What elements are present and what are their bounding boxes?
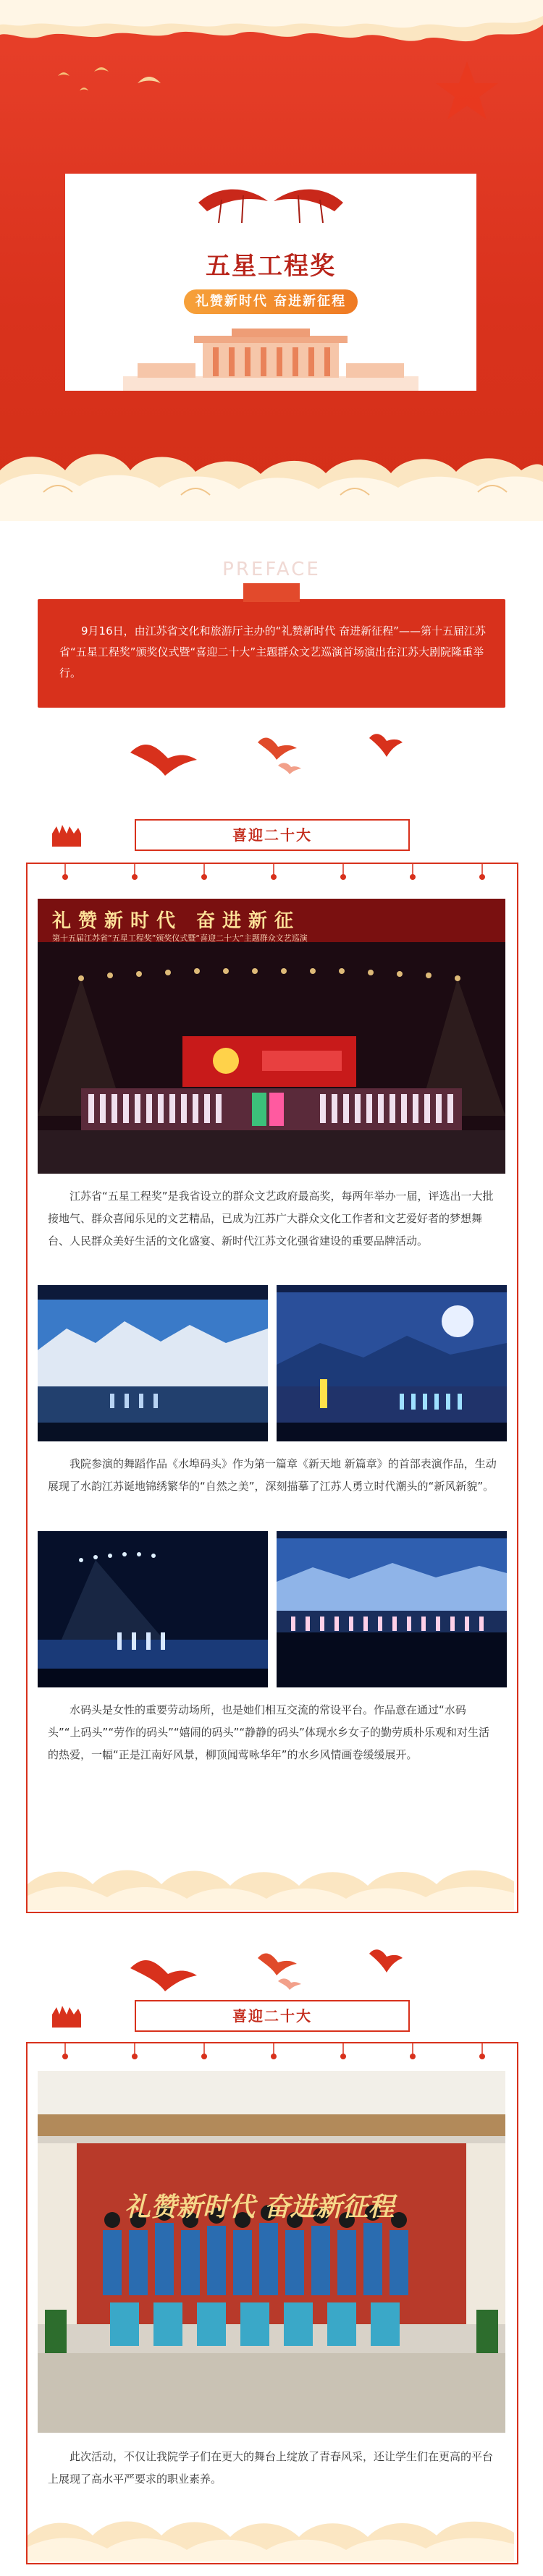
section1-title: 喜迎二十大 bbox=[135, 819, 410, 851]
cloud-footer-decoration-2 bbox=[28, 2507, 514, 2562]
section2-frame bbox=[26, 2042, 518, 2564]
section2-title: 喜迎二十大 bbox=[135, 2000, 410, 2032]
dance-photo-1 bbox=[38, 1285, 268, 1441]
preface-english-heading: PREFACE bbox=[222, 559, 321, 580]
hanging-dots-icon-2 bbox=[28, 2042, 517, 2064]
preface-box bbox=[38, 599, 505, 708]
hero-title: 五星工程奖 bbox=[206, 252, 336, 281]
dance-photo-3 bbox=[38, 1531, 268, 1687]
group-photo bbox=[38, 2071, 505, 2433]
section1-paragraph-2: 我院参演的舞蹈作品《水埠码头》作为第一篇章《新天地 新篇章》的首部表演作品，生动展现了水韵江苏诞地锦绣繁华的“自然之美”，深刻描摹了江苏人勇立时代潮头的“新风新貌”。 bbox=[48, 1457, 497, 1493]
cloud-footer-decoration bbox=[28, 1855, 514, 1910]
dance-photo-2 bbox=[277, 1285, 507, 1441]
stage-photo bbox=[38, 899, 505, 1174]
preface-text: 9月16日，由江苏省文化和旅游厅主办的“礼赞新时代 奋进新征程”——第十五届江苏省“五星工程奖”颁奖仪式暨“喜迎二十大”主题群众文艺巡演首场演出在江苏大剧院隆重举行。 bbox=[59, 624, 486, 679]
birds-icon bbox=[51, 62, 195, 105]
cloud-top-decoration bbox=[0, 0, 543, 51]
stage-banner-text: 礼赞新时代 奋进新征 bbox=[52, 910, 301, 932]
section2-paragraph-1: 此次活动，不仅让我院学子们在更大的舞台上绽放了青春风采，还让学生们在更高的平台上展现了高水平严要求的职业素养。 bbox=[48, 2450, 494, 2486]
dance-photo-4 bbox=[277, 1531, 507, 1687]
hanging-dots-icon bbox=[28, 863, 517, 884]
star-icon bbox=[434, 58, 500, 123]
section1-paragraph-3: 水码头是女性的重要劳动场所，也是她们相互交流的常设平台。作品意在通过“水码头”“上码头”“劳作的码头”“嬉闹的码头”“静静的码头”体现水乡女子的勤劳质朴乐观和对生活的热爱，一幅“正是江南好风景，柳顶闻莺咏华年”的水乡风情画卷缓缓展开。 bbox=[48, 1703, 489, 1761]
ribbon-flags-icon bbox=[193, 182, 349, 226]
hero-banner bbox=[0, 0, 543, 521]
flame-icon bbox=[51, 823, 83, 847]
section1-paragraph-1: 江苏省“五星工程奖”是我省设立的群众文艺政府最高奖，每两年举办一届，评选出一大批接地气、群众喜闻乐见的文艺精品，已成为江苏广大群众文化工作者和文艺爱好者的梦想舞台、人民群众美好生活的文化盛宴、新时代江苏文化强省建设的重要品牌活动。 bbox=[48, 1190, 494, 1247]
hall-building-icon bbox=[123, 326, 418, 391]
hero-slogan-pill: 礼赞新时代 奋进新征程 bbox=[184, 289, 358, 314]
title-card bbox=[65, 174, 476, 391]
red-birds-icon bbox=[0, 724, 543, 789]
cloud-bottom-decoration bbox=[0, 441, 543, 521]
stage-subbanner-text: 第十五届江苏省“五星工程奖”颁奖仪式暨“喜迎二十大”主题群众文艺巡演 bbox=[52, 933, 308, 943]
red-birds-icon-2 bbox=[0, 1939, 543, 2004]
section1-frame bbox=[26, 863, 518, 1913]
wall-slogan-text: 礼赞新时代 奋进新征程 bbox=[125, 2192, 395, 2222]
flame-icon-2 bbox=[51, 2004, 83, 2028]
preface-tag bbox=[243, 583, 300, 602]
